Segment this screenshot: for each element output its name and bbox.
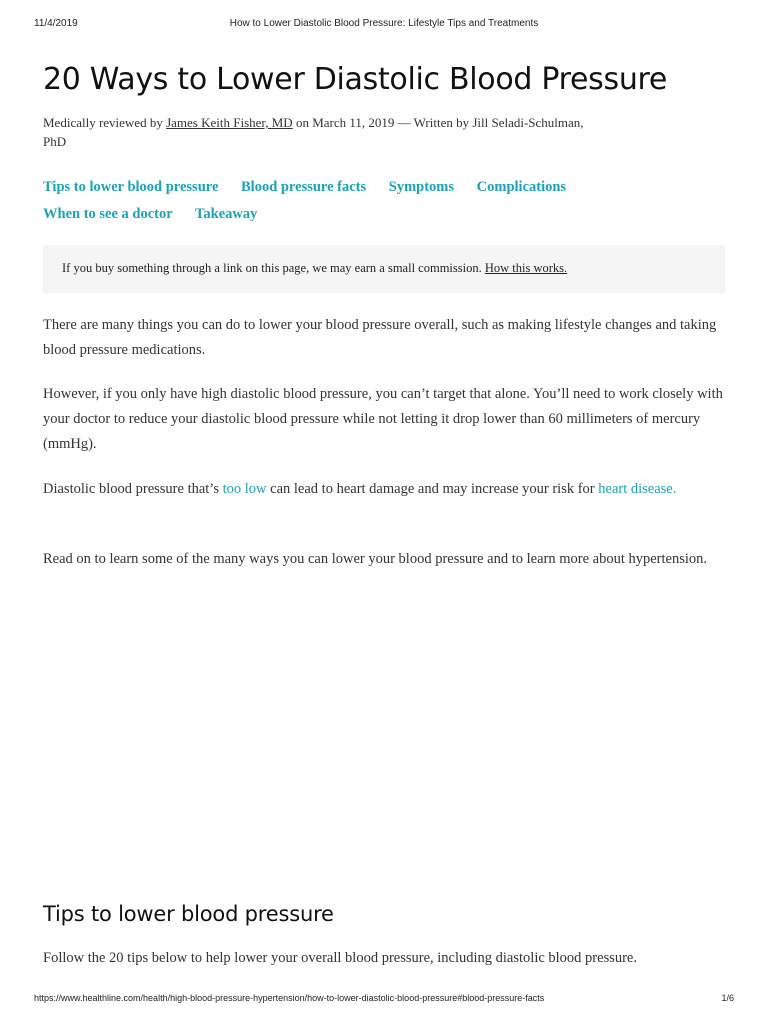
disclosure-text: If you buy something through a link on this page, we may earn a small commission. xyxy=(62,261,485,275)
paragraph-4: Read on to learn some of the many ways you can lower your blood pressure and to learn more about hypertension. xyxy=(43,551,707,567)
p3-text-middle: can lead to heart damage and may increase your risk for xyxy=(266,481,599,497)
paragraph-2: However, if you only have high diastolic blood pressure, you can’t target that alone. You’ll need to work closely with your doctor to reduce your diastolic blood pressure while not letting it drop lower than 60 millimeters of mercury (mmHg). xyxy=(43,386,723,452)
section-heading: Tips to lower blood pressure xyxy=(43,902,334,926)
print-date: 11/4/2019 xyxy=(34,18,78,29)
print-header-title: How to Lower Diastolic Blood Pressure: Lifestyle Tips and Treatments xyxy=(229,18,539,29)
reviewer-link[interactable]: James Keith Fisher, MD xyxy=(166,115,293,130)
how-this-works-link[interactable]: How this works. xyxy=(484,261,568,275)
toc-link-takeaway[interactable]: Takeaway xyxy=(195,206,258,222)
toc-link-symptoms[interactable]: Symptoms xyxy=(388,179,455,195)
paragraph-1: There are many things you can do to lower your blood pressure overall, such as making lifestyle changes and taking blood pressure medications. xyxy=(43,317,717,358)
toc-link-facts[interactable]: Blood pressure facts xyxy=(241,179,367,195)
toc-link-complications[interactable]: Complications xyxy=(476,179,567,195)
heart-disease-link[interactable]: heart disease xyxy=(598,481,673,497)
page-number: 1/6 xyxy=(721,993,734,1003)
p3-text-before: Diastolic blood pressure that’s xyxy=(43,481,223,497)
page-title: 20 Ways to Lower Diastolic Blood Pressure xyxy=(43,62,668,97)
byline-prefix: Medically reviewed by xyxy=(43,115,167,130)
paragraph-3 xyxy=(43,477,728,502)
table-of-contents xyxy=(43,174,733,228)
print-footer-url: https://www.healthline.com/health/high-blood-pressure-hypertension/how-to-lower-diastolic-blood-pressure#blood-pressure-facts xyxy=(34,993,545,1003)
byline xyxy=(43,113,603,151)
toc-link-tips[interactable]: Tips to lower blood pressure xyxy=(43,179,219,195)
too-low-link[interactable]: too low xyxy=(222,481,267,497)
affiliate-disclosure xyxy=(43,245,725,293)
p3-text-after: . xyxy=(672,481,677,497)
toc-link-doctor[interactable]: When to see a doctor xyxy=(43,206,173,222)
section-intro: Follow the 20 tips below to help lower your overall blood pressure, including diastolic blood pressure. xyxy=(43,950,637,966)
byline-suffix: on March 11, 2019 — Written by Jill Seladi-Schulman, PhD xyxy=(43,115,584,149)
